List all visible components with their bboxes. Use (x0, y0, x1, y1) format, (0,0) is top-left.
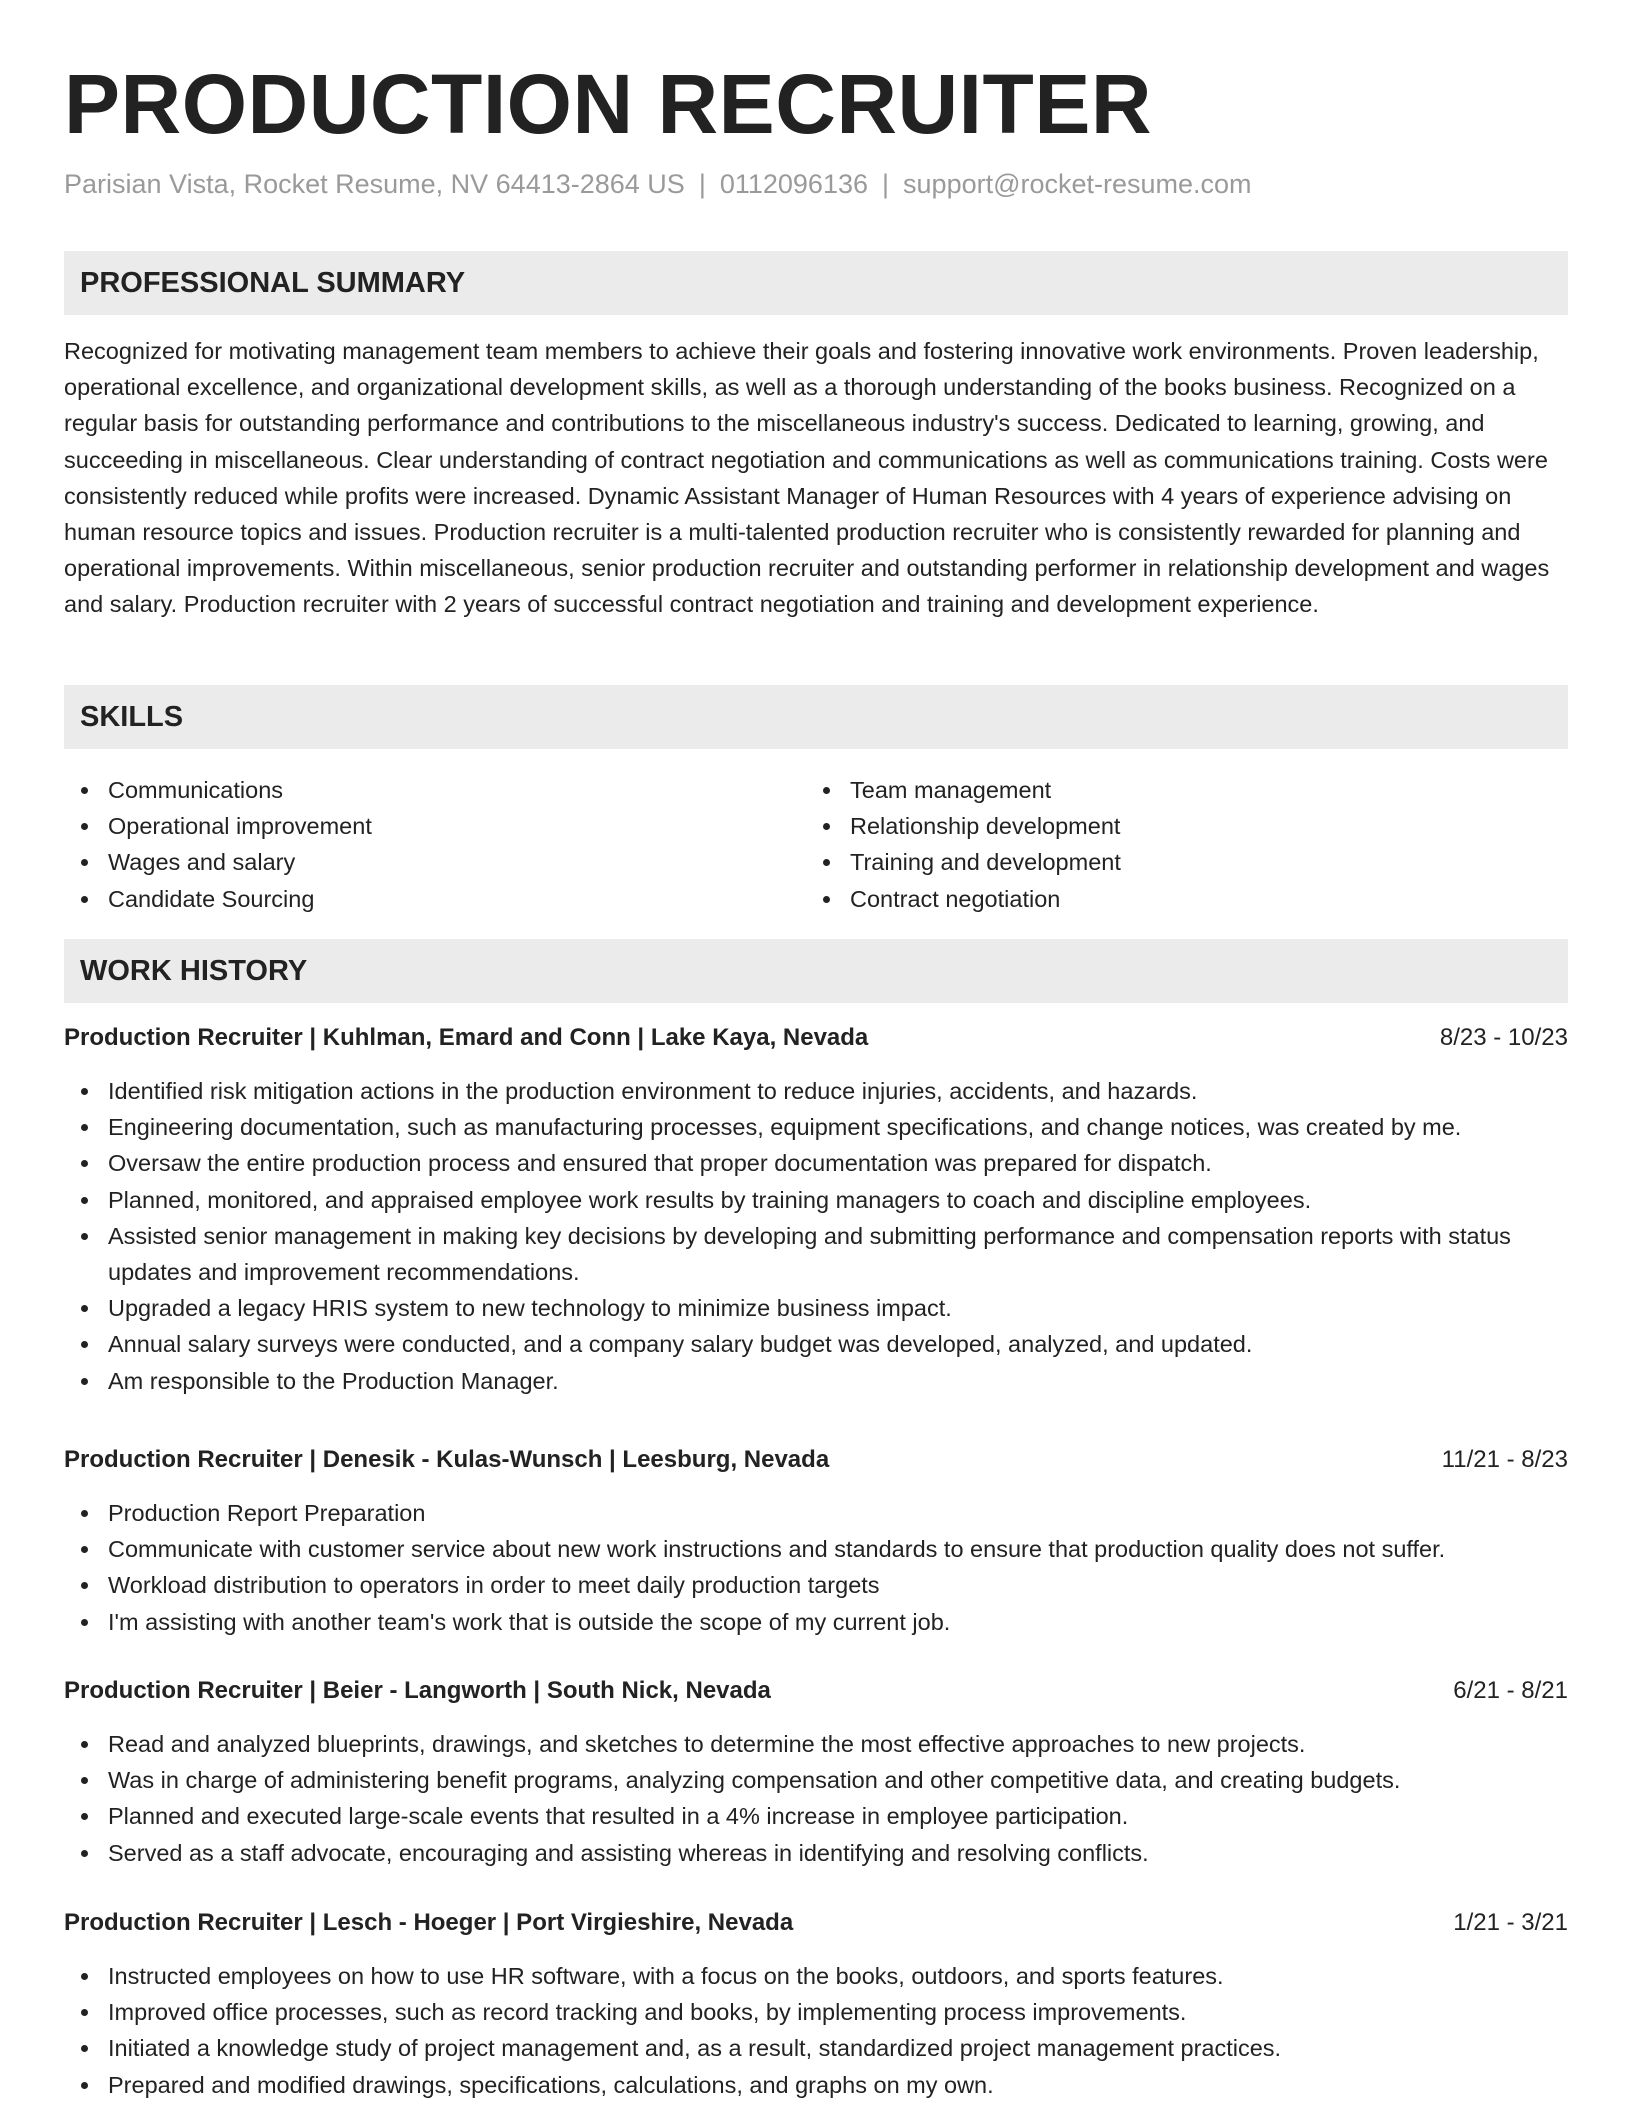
job-title-row (64, 1442, 1568, 1478)
job-bullet: Workload distribution to operators in order to meet daily production targets (64, 1567, 1568, 1603)
job-dates: 1/21 - 3/21 (1453, 1909, 1568, 1936)
skill-item: Contract negotiation (806, 881, 1506, 917)
skills-list-left (64, 772, 764, 917)
skill-item: Communications (64, 772, 764, 808)
contact-phone: 0112096136 (719, 169, 869, 199)
contact-address: Parisian Vista, Rocket Resume, NV 64413-2864 US (64, 169, 685, 199)
contact-line (64, 166, 1252, 202)
job-title: Production Recruiter | Beier - Langworth | South Nick, Nevada (64, 1677, 771, 1704)
job-bullets (64, 1495, 1568, 1640)
skill-item: Wages and salary (64, 844, 764, 880)
job-bullet: Upgraded a legacy HRIS system to new technology to minimize business impact. (64, 1290, 1568, 1326)
contact-email: support@rocket-resume.com (903, 169, 1252, 199)
skill-item: Candidate Sourcing (64, 881, 764, 917)
skill-item: Training and development (806, 844, 1506, 880)
candidate-name: PRODUCTION RECRUITER (64, 57, 1153, 151)
job-bullet: Oversaw the entire production process and ensured that proper documentation was prepared for dispatch. (64, 1145, 1568, 1181)
job-bullet: Planned and executed large-scale events that resulted in a 4% increase in employee participation. (64, 1798, 1568, 1834)
job-bullets (64, 1073, 1568, 1399)
job-bullet: Identified risk mitigation actions in the production environment to reduce injuries, accidents, and hazards. (64, 1073, 1568, 1109)
skill-item: Operational improvement (64, 808, 764, 844)
job-title-row (64, 1020, 1568, 1056)
job-title: Production Recruiter | Lesch - Hoeger | Port Virgieshire, Nevada (64, 1909, 794, 1936)
job-dates: 6/21 - 8/21 (1453, 1677, 1568, 1704)
job-title: Production Recruiter | Denesik - Kulas-Wunsch | Leesburg, Nevada (64, 1446, 830, 1473)
skill-item: Team management (806, 772, 1506, 808)
job-title-row (64, 1905, 1568, 1941)
job-bullets (64, 1726, 1568, 1871)
job-bullet: Planned, monitored, and appraised employee work results by training managers to coach and discipline employees. (64, 1182, 1568, 1218)
contact-separator: | (882, 169, 890, 199)
work-section-header (64, 939, 1568, 1003)
job-bullet: Read and analyzed blueprints, drawings, and sketches to determine the most effective approaches to new projects. (64, 1726, 1568, 1762)
skills-section-header (64, 685, 1568, 749)
job-bullet: Initiated a knowledge study of project management and, as a result, standardized project management practices. (64, 2030, 1568, 2066)
job-bullet: Communicate with customer service about new work instructions and standards to ensure that production quality does not suffer. (64, 1531, 1568, 1567)
skills-heading: SKILLS (80, 701, 184, 733)
job-bullet: Prepared and modified drawings, specifications, calculations, and graphs on my own. (64, 2067, 1568, 2103)
skills-list-right (806, 772, 1506, 917)
job-dates: 11/21 - 8/23 (1441, 1446, 1568, 1473)
job-bullet: Annual salary surveys were conducted, and a company salary budget was developed, analyzed, and updated. (64, 1326, 1568, 1362)
summary-heading: PROFESSIONAL SUMMARY (80, 267, 466, 299)
job-bullet: Was in charge of administering benefit programs, analyzing compensation and other competitive data, and creating budgets. (64, 1762, 1568, 1798)
summary-section-header (64, 251, 1568, 315)
job-bullet: Production Report Preparation (64, 1495, 1568, 1531)
job-bullet: Engineering documentation, such as manufacturing processes, equipment specifications, and change notices, was created by me. (64, 1109, 1568, 1145)
work-heading: WORK HISTORY (80, 955, 308, 987)
job-bullet: Assisted senior management in making key decisions by developing and submitting performance and compensation reports with status updates and improvement recommendations. (64, 1218, 1568, 1290)
contact-separator: | (698, 169, 706, 199)
job-bullet: I'm assisting with another team's work that is outside the scope of my current job. (64, 1604, 1568, 1640)
job-bullet: Served as a staff advocate, encouraging and assisting whereas in identifying and resolving conflicts. (64, 1835, 1568, 1871)
summary-text: Recognized for motivating management team members to achieve their goals and fostering innovative work environments. Proven leadership, operational excellence, and organizational development skills, as well as a thorough understanding of the books business. Recognized on a regular basis for outstanding performance and contributions to the miscellaneous industry's success. Dedicated to learning, growing, and succeeding in miscellaneous. Clear understanding of contract negotiation and communications as well as communications training. Costs were consistently reduced while profits were increased. Dynamic Assistant Manager of Human Resources with 4 years of experience advising on human resource topics and issues. Production recruiter is a multi-talented production recruiter who is consistently rewarded for planning and operational improvements. Within miscellaneous, senior production recruiter and outstanding performer in relationship development and wages and salary. Production recruiter with 2 years of successful contract negotiation and training and development experience. (64, 338, 1550, 618)
job-title-row (64, 1673, 1568, 1709)
job-bullets (64, 1958, 1568, 2103)
job-bullet: Improved office processes, such as record tracking and books, by implementing process improvements. (64, 1994, 1568, 2030)
job-title: Production Recruiter | Kuhlman, Emard and Conn | Lake Kaya, Nevada (64, 1024, 869, 1051)
skill-item: Relationship development (806, 808, 1506, 844)
job-bullet: Instructed employees on how to use HR software, with a focus on the books, outdoors, and sports features. (64, 1958, 1568, 1994)
job-dates: 8/23 - 10/23 (1439, 1024, 1568, 1051)
job-bullet: Am responsible to the Production Manager. (64, 1363, 1568, 1399)
